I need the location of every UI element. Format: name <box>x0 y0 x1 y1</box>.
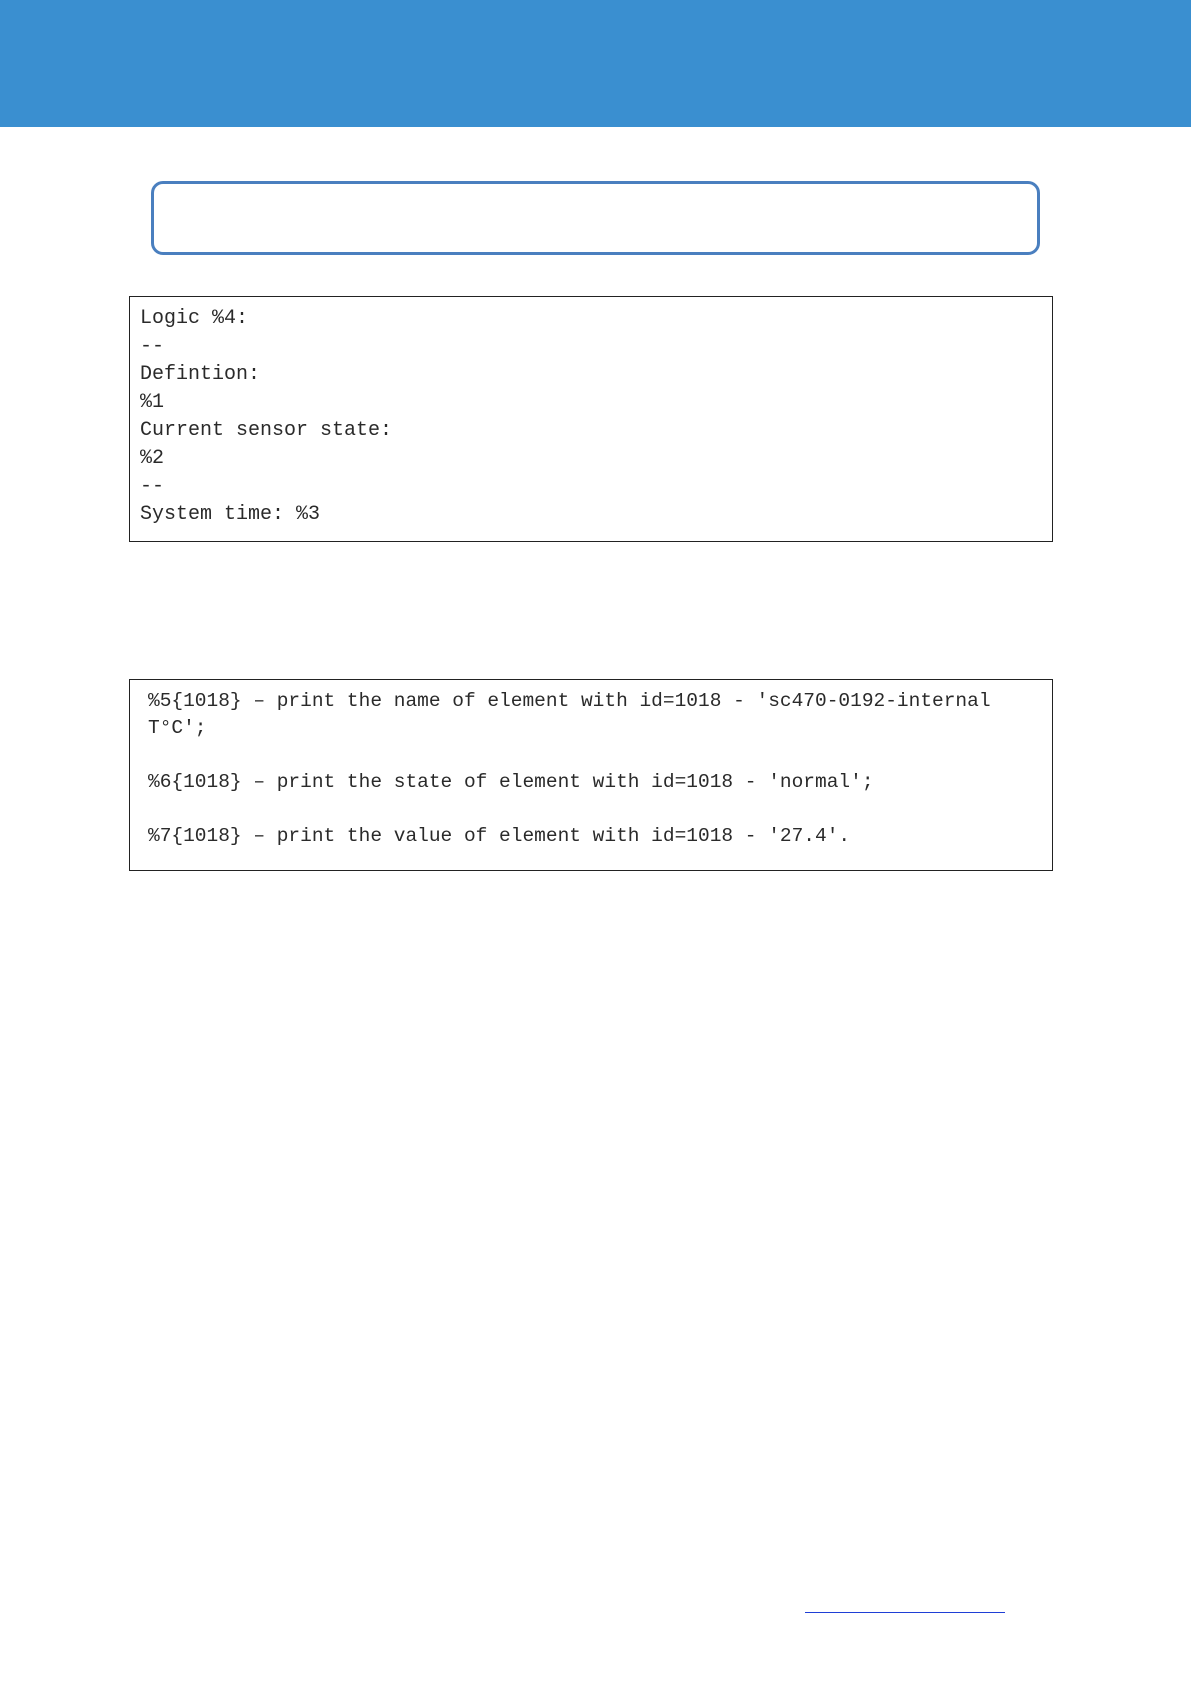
section-title-box <box>151 181 1040 255</box>
template-line: Current sensor state: <box>140 419 393 442</box>
template-line: %2 <box>140 447 165 470</box>
notification-template-block <box>129 296 1053 542</box>
macro-example: %7{1018} – print the value of element with id=1018 - '27.4'. <box>148 825 851 847</box>
macro-examples-block <box>129 679 1053 871</box>
template-line: Logic %4: <box>140 307 249 330</box>
header-band <box>0 0 1191 127</box>
template-line: -- <box>140 335 165 358</box>
macro-example: %6{1018} – print the state of element with id=1018 - 'normal'; <box>148 771 874 793</box>
template-line: %1 <box>140 391 165 414</box>
footer-link-underline[interactable] <box>805 1612 1005 1613</box>
template-line: Defintion: <box>140 363 261 386</box>
macro-example: %5{1018} – print the name of element with id=1018 - 'sc470-0192-internal T°C'; <box>148 690 1003 739</box>
template-line: System time: %3 <box>140 503 321 526</box>
template-line: -- <box>140 475 165 498</box>
